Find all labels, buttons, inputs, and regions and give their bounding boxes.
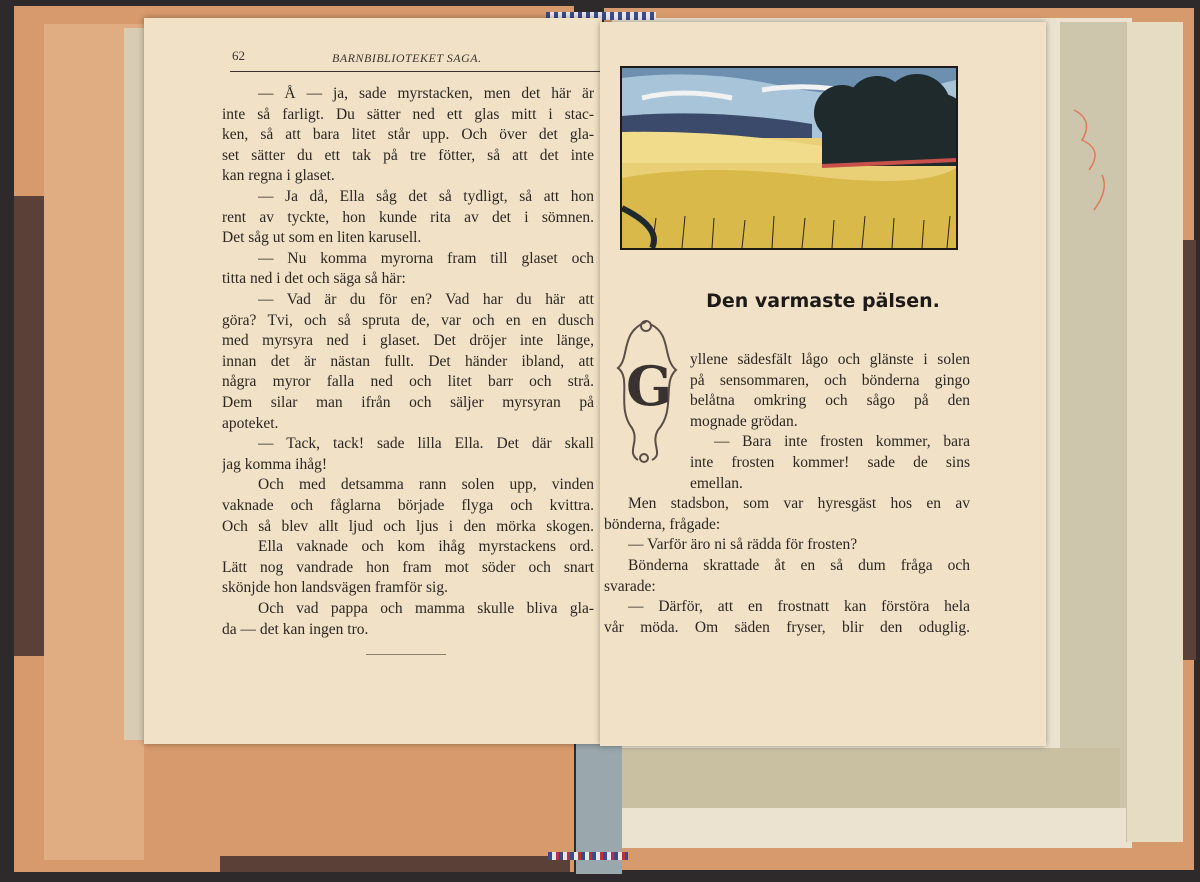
text-line: Men stadsbon, som var hyresgäst hos en av [628,495,970,513]
left-cover-bottom-leather [220,856,570,872]
text-line: — Bara inte frosten kommer, bara [714,433,970,451]
text-line: da — det kan ingen tro. [222,620,369,638]
right-page [600,22,1046,746]
wheatfield-art [622,68,956,248]
right-page-edges [1126,22,1183,842]
text-line: yllene sädesfält lågo och glänste i solen [690,351,970,368]
end-rule [366,654,446,655]
text-line: Och med detsamma rann solen upp, vinden [258,476,594,494]
left-page [144,18,602,744]
text-line: göra? Tvi, och så spruta de, var och en en dusch [222,311,594,329]
header-rule [230,71,602,72]
left-cover-spine-leather [14,196,44,656]
text-line: kan regna i glaset. [222,167,335,185]
text-line: — Ja då, Ella såg det så tydligt, så att hon [258,188,594,205]
text-line: på sensommaren, och bönderna gingo [690,371,970,389]
text-line: Dem silar man ifrån och säljer myrsyran på [222,394,594,411]
text-line: — Tack, tack! sade lilla Ella. Det där skall [258,435,594,453]
right-page-text [604,350,970,670]
text-line: ken, så att bara litet står upp. Och över det gla- [222,126,594,144]
text-line: — Å — ja, sade myrstacken, men det här är [258,85,594,102]
text-line: svarade: [604,577,656,595]
pencil-scribble [1064,100,1114,220]
text-line: bönderna, frågade: [604,515,721,533]
text-line: Och så blev allt ljud och ljus i den mörka skogen. [222,517,594,535]
text-line: innan det är nästan fullt. Det händer ibland, att [222,352,594,370]
text-line: — Varför äro ni så rädda för frosten? [628,536,858,554]
text-line: jag komma ihåg! [222,455,328,473]
text-line: inte frosten kommer! sade de sins [690,454,970,471]
left-page-edges [124,28,146,740]
text-line: vaknade och fåglarna började flyga och kvittra. [222,497,594,514]
text-line: emellan. [690,474,743,492]
chapter-title: Den varmaste pälsen. [706,290,940,312]
text-line: — Nu komma myrorna fram till glaset och [258,249,594,267]
text-line: med myrsyra ned i glaset. Det dröjer inte länge, [222,332,594,350]
running-head: BARNBIBLIOTEKET SAGA. [332,51,482,65]
text-line: belåtna omkring och sågo på den [690,392,970,410]
text-line: Ella vaknade och kom ihåg myrstackens ord. [258,538,594,556]
text-line: — Därför, att en frostnatt kan förstöra hela [628,598,970,616]
text-line: titta ned i det och säga så här: [222,270,406,288]
headband-bottom [548,852,628,860]
inner-gutter-board [620,748,1120,808]
text-line: vår möda. Om säden fryser, blir den oduglig. [604,618,970,636]
left-page-text [222,84,594,644]
text-line: inte så farligt. Du sätter ned ett glas mitt i stac- [222,105,594,123]
text-line: Bönderna skrattade åt en så dum fråga och [628,557,970,574]
wheatfield-illustration [620,66,958,250]
drop-cap-letter: G [626,354,673,418]
text-line: rent av tyckte, hon kunde rita av det i sömnen. [222,208,594,226]
text-line: — Vad är du för en? Vad har du här att [258,291,594,308]
text-line: set sätter du ett tak på tre fötter, så att det inte [222,146,594,164]
text-line: Det såg ut som en liten karusell. [222,229,422,247]
text-line: några myror falla ned och litet barr och strå. [222,373,594,391]
text-line: skönjde hon landsvägen framför sig. [222,579,448,597]
text-line: mognade grödan. [690,412,798,430]
text-line: apoteket. [222,414,279,432]
page-number: 62 [232,48,245,63]
text-line: Lätt nog vandrade hon fram mot söder och snart [222,558,594,576]
text-line: Och vad pappa och mamma skulle bliva gla- [258,600,594,617]
